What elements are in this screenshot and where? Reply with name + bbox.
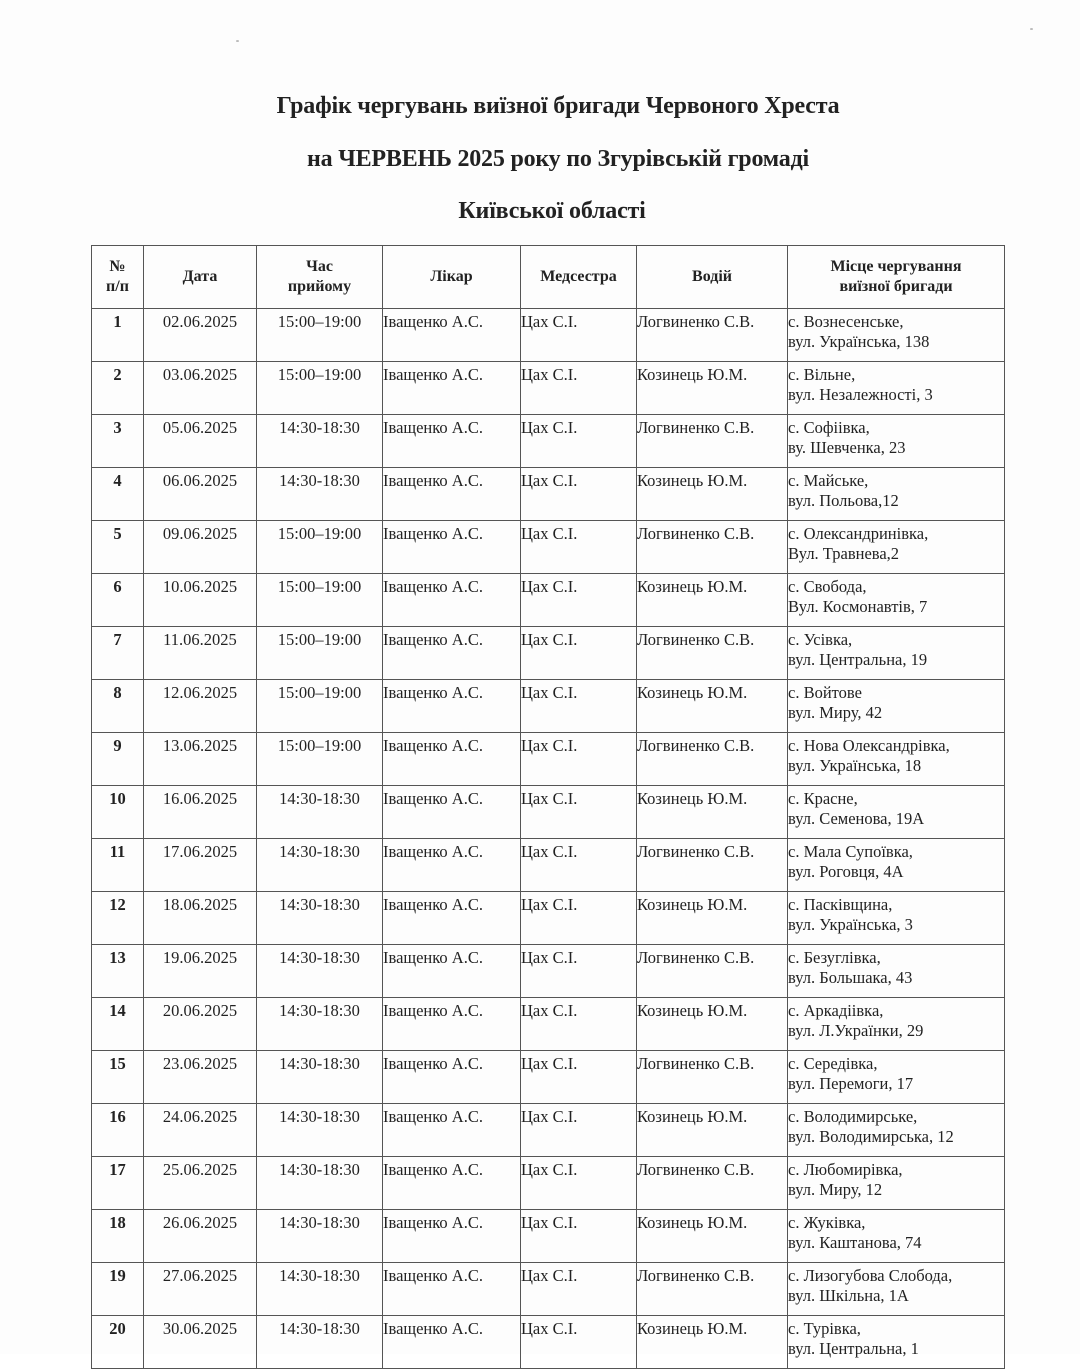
row-date: 16.06.2025 — [144, 786, 257, 839]
table-row — [92, 627, 1005, 680]
row-time: 14:30-18:30 — [257, 1104, 383, 1157]
place-village: с. Нова Олександрівка, — [788, 736, 950, 755]
row-doctor: Іващенко А.С. — [383, 892, 521, 945]
place-street: вул. Володимирська, 12 — [788, 1127, 954, 1146]
row-place — [788, 415, 1005, 468]
table-row — [92, 574, 1005, 627]
row-number: 9 — [92, 733, 144, 786]
header-time-line2: прийому — [287, 278, 352, 295]
row-doctor: Іващенко А.С. — [383, 627, 521, 680]
header-place-line2: виїзної бригади — [839, 278, 953, 295]
row-place — [788, 309, 1005, 362]
row-time: 15:00–19:00 — [257, 309, 383, 362]
row-place — [788, 680, 1005, 733]
place-street: вул. Каштанова, 74 — [788, 1233, 922, 1252]
place-village: с. Середівка, — [788, 1054, 878, 1073]
row-date: 26.06.2025 — [144, 1210, 257, 1263]
row-time: 14:30-18:30 — [257, 1051, 383, 1104]
row-number: 7 — [92, 627, 144, 680]
document-title-line-2: на ЧЕРВЕНЬ 2025 року по Згурівській громаді — [306, 146, 809, 172]
place-village: с. Мала Супоївка, — [788, 842, 913, 861]
row-number: 3 — [92, 415, 144, 468]
row-date: 19.06.2025 — [144, 945, 257, 998]
place-street: Вул. Травнева,2 — [788, 544, 900, 563]
place-village: с. Вільне, — [788, 365, 856, 384]
row-nurse: Цах С.І. — [521, 786, 637, 839]
place-village: с. Лизогубова Слобода, — [788, 1266, 953, 1285]
place-village: с. Красне, — [788, 789, 858, 808]
row-nurse: Цах С.І. — [521, 1210, 637, 1263]
place-village: с. Безуглівка, — [788, 948, 881, 967]
row-nurse: Цах С.І. — [521, 892, 637, 945]
row-nurse: Цах С.І. — [521, 362, 637, 415]
header-place-line1: Місце чергування — [830, 258, 962, 275]
place-street: вул. Українська, 18 — [788, 756, 922, 775]
row-driver: Логвиненко С.В. — [637, 309, 788, 362]
row-driver: Козинець Ю.М. — [637, 574, 788, 627]
row-place — [788, 839, 1005, 892]
row-driver: Логвиненко С.В. — [637, 415, 788, 468]
place-street: вул. Миру, 12 — [788, 1180, 883, 1199]
header-nurse: Медсестра — [521, 246, 637, 309]
row-doctor: Іващенко А.С. — [383, 1051, 521, 1104]
row-nurse: Цах С.І. — [521, 627, 637, 680]
scan-speck — [1030, 28, 1033, 30]
place-street: ву. Шевченка, 23 — [788, 438, 906, 457]
table-row — [92, 945, 1005, 998]
document-title-line-1: Графік чергувань виїзної бригади Червоного Хреста — [276, 93, 840, 119]
row-driver: Логвиненко С.В. — [637, 1157, 788, 1210]
row-doctor: Іващенко А.С. — [383, 998, 521, 1051]
header-driver: Водій — [637, 246, 788, 309]
row-number: 5 — [92, 521, 144, 574]
row-nurse: Цах С.І. — [521, 309, 637, 362]
row-time: 14:30-18:30 — [257, 786, 383, 839]
row-nurse: Цах С.І. — [521, 680, 637, 733]
row-nurse: Цах С.І. — [521, 733, 637, 786]
table-row — [92, 1263, 1005, 1316]
header-number-line2: п/п — [106, 278, 129, 295]
table-row — [92, 733, 1005, 786]
row-nurse: Цах С.І. — [521, 521, 637, 574]
header-date: Дата — [144, 246, 257, 309]
table-row — [92, 1104, 1005, 1157]
row-time: 15:00–19:00 — [257, 680, 383, 733]
row-date: 06.06.2025 — [144, 468, 257, 521]
row-date: 25.06.2025 — [144, 1157, 257, 1210]
place-street: вул. Роговця, 4А — [788, 862, 904, 881]
row-time: 14:30-18:30 — [257, 998, 383, 1051]
row-number: 10 — [92, 786, 144, 839]
row-number: 14 — [92, 998, 144, 1051]
row-driver: Козинець Ю.М. — [637, 1104, 788, 1157]
duty-schedule-table — [91, 245, 1005, 1369]
row-place — [788, 574, 1005, 627]
table-row — [92, 839, 1005, 892]
row-number: 19 — [92, 1263, 144, 1316]
row-time: 14:30-18:30 — [257, 1263, 383, 1316]
row-doctor: Іващенко А.С. — [383, 1157, 521, 1210]
place-village: с. Любомирівка, — [788, 1160, 903, 1179]
row-date: 24.06.2025 — [144, 1104, 257, 1157]
row-place — [788, 786, 1005, 839]
row-time: 15:00–19:00 — [257, 733, 383, 786]
header-place — [788, 246, 1005, 309]
row-place — [788, 733, 1005, 786]
row-number: 4 — [92, 468, 144, 521]
row-driver: Козинець Ю.М. — [637, 892, 788, 945]
row-number: 17 — [92, 1157, 144, 1210]
row-date: 10.06.2025 — [144, 574, 257, 627]
place-street: вул. Центральна, 19 — [788, 650, 928, 669]
table-row — [92, 892, 1005, 945]
row-driver: Козинець Ю.М. — [637, 1210, 788, 1263]
place-street: вул. Незалежності, 3 — [788, 385, 933, 404]
row-place — [788, 1157, 1005, 1210]
row-nurse: Цах С.І. — [521, 998, 637, 1051]
row-number: 16 — [92, 1104, 144, 1157]
row-date: 12.06.2025 — [144, 680, 257, 733]
table-row — [92, 468, 1005, 521]
place-street: вул. Українська, 3 — [788, 915, 913, 934]
row-place — [788, 627, 1005, 680]
row-doctor: Іващенко А.С. — [383, 1104, 521, 1157]
row-doctor: Іващенко А.С. — [383, 521, 521, 574]
table-row — [92, 1316, 1005, 1369]
row-driver: Козинець Ю.М. — [637, 680, 788, 733]
row-driver: Козинець Ю.М. — [637, 468, 788, 521]
row-number: 15 — [92, 1051, 144, 1104]
row-doctor: Іващенко А.С. — [383, 1210, 521, 1263]
table-header-row — [92, 246, 1005, 309]
table-row — [92, 680, 1005, 733]
header-time — [257, 246, 383, 309]
row-place — [788, 1051, 1005, 1104]
table-row — [92, 786, 1005, 839]
row-doctor: Іващенко А.С. — [383, 574, 521, 627]
row-nurse: Цах С.І. — [521, 1104, 637, 1157]
row-date: 03.06.2025 — [144, 362, 257, 415]
place-village: с. Усівка, — [788, 630, 853, 649]
row-place — [788, 945, 1005, 998]
place-village: с. Пасківщина, — [788, 895, 893, 914]
row-time: 14:30-18:30 — [257, 1157, 383, 1210]
row-place — [788, 1316, 1005, 1369]
row-date: 30.06.2025 — [144, 1316, 257, 1369]
row-number: 6 — [92, 574, 144, 627]
row-nurse: Цах С.І. — [521, 1157, 637, 1210]
row-driver: Логвиненко С.В. — [637, 1263, 788, 1316]
scan-speck — [236, 40, 239, 42]
row-doctor: Іващенко А.С. — [383, 839, 521, 892]
row-doctor: Іващенко А.С. — [383, 733, 521, 786]
row-number: 1 — [92, 309, 144, 362]
row-driver: Логвиненко С.В. — [637, 1051, 788, 1104]
row-date: 18.06.2025 — [144, 892, 257, 945]
row-doctor: Іващенко А.С. — [383, 415, 521, 468]
table-row — [92, 521, 1005, 574]
row-time: 14:30-18:30 — [257, 1316, 383, 1369]
table-row — [92, 1210, 1005, 1263]
row-nurse: Цах С.І. — [521, 468, 637, 521]
row-nurse: Цах С.І. — [521, 1263, 637, 1316]
table-row — [92, 415, 1005, 468]
table-row — [92, 362, 1005, 415]
row-doctor: Іващенко А.С. — [383, 680, 521, 733]
row-doctor: Іващенко А.С. — [383, 786, 521, 839]
place-street: вул. Л.Українки, 29 — [788, 1021, 924, 1040]
row-place — [788, 1104, 1005, 1157]
place-village: с. Софіівка, — [788, 418, 870, 437]
row-number: 11 — [92, 839, 144, 892]
place-street: вул. Центральна, 1 — [788, 1339, 919, 1358]
row-driver: Козинець Ю.М. — [637, 362, 788, 415]
row-place — [788, 892, 1005, 945]
place-street: вул. Шкільна, 1А — [788, 1286, 909, 1305]
row-date: 11.06.2025 — [144, 627, 257, 680]
place-village: с. Майське, — [788, 471, 869, 490]
row-driver: Логвиненко С.В. — [637, 733, 788, 786]
header-number-line1: № — [109, 258, 126, 275]
row-doctor: Іващенко А.С. — [383, 945, 521, 998]
table-row — [92, 309, 1005, 362]
row-number: 2 — [92, 362, 144, 415]
place-village: с. Жуківка, — [788, 1213, 866, 1232]
place-street: вул. Большака, 43 — [788, 968, 913, 987]
row-doctor: Іващенко А.С. — [383, 362, 521, 415]
header-number — [92, 246, 144, 309]
document-title-line-3: Київської області — [458, 198, 646, 224]
row-place — [788, 1210, 1005, 1263]
row-date: 09.06.2025 — [144, 521, 257, 574]
row-date: 17.06.2025 — [144, 839, 257, 892]
place-village: с. Вознесенське, — [788, 312, 904, 331]
table-row — [92, 1051, 1005, 1104]
row-doctor: Іващенко А.С. — [383, 309, 521, 362]
row-nurse: Цах С.І. — [521, 839, 637, 892]
row-time: 14:30-18:30 — [257, 945, 383, 998]
row-time: 15:00–19:00 — [257, 627, 383, 680]
place-village: с. Володимирське, — [788, 1107, 918, 1126]
row-driver: Логвиненко С.В. — [637, 839, 788, 892]
row-place — [788, 468, 1005, 521]
table-row — [92, 998, 1005, 1051]
row-time: 14:30-18:30 — [257, 415, 383, 468]
table-row — [92, 1157, 1005, 1210]
row-place — [788, 998, 1005, 1051]
row-date: 20.06.2025 — [144, 998, 257, 1051]
place-street: Вул. Космонавтів, 7 — [788, 597, 928, 616]
place-street: вул. Українська, 138 — [788, 332, 930, 351]
row-driver: Логвиненко С.В. — [637, 945, 788, 998]
place-street: вул. Семенова, 19А — [788, 809, 925, 828]
row-time: 14:30-18:30 — [257, 468, 383, 521]
row-number: 20 — [92, 1316, 144, 1369]
row-place — [788, 362, 1005, 415]
place-street: вул. Польова,12 — [788, 491, 899, 510]
row-time: 14:30-18:30 — [257, 839, 383, 892]
row-driver: Козинець Ю.М. — [637, 998, 788, 1051]
place-village: с. Турівка, — [788, 1319, 861, 1338]
row-time: 15:00–19:00 — [257, 574, 383, 627]
row-nurse: Цах С.І. — [521, 1316, 637, 1369]
row-date: 13.06.2025 — [144, 733, 257, 786]
row-date: 05.06.2025 — [144, 415, 257, 468]
header-doctor: Лікар — [383, 246, 521, 309]
row-date: 23.06.2025 — [144, 1051, 257, 1104]
row-time: 14:30-18:30 — [257, 892, 383, 945]
row-nurse: Цах С.І. — [521, 945, 637, 998]
row-driver: Козинець Ю.М. — [637, 1316, 788, 1369]
row-number: 18 — [92, 1210, 144, 1263]
row-doctor: Іващенко А.С. — [383, 1316, 521, 1369]
row-time: 14:30-18:30 — [257, 1210, 383, 1263]
row-place — [788, 1263, 1005, 1316]
row-number: 13 — [92, 945, 144, 998]
place-village: с. Свобода, — [788, 577, 867, 596]
row-number: 12 — [92, 892, 144, 945]
place-street: вул. Перемоги, 17 — [788, 1074, 914, 1093]
row-driver: Логвиненко С.В. — [637, 627, 788, 680]
row-date: 02.06.2025 — [144, 309, 257, 362]
row-time: 15:00–19:00 — [257, 362, 383, 415]
row-nurse: Цах С.І. — [521, 1051, 637, 1104]
row-nurse: Цах С.І. — [521, 415, 637, 468]
row-doctor: Іващенко А.С. — [383, 1263, 521, 1316]
header-time-line1: Час — [306, 258, 333, 275]
row-doctor: Іващенко А.С. — [383, 468, 521, 521]
row-time: 15:00–19:00 — [257, 521, 383, 574]
row-date: 27.06.2025 — [144, 1263, 257, 1316]
row-place — [788, 521, 1005, 574]
place-village: с. Олександринівка, — [788, 524, 929, 543]
place-village: с. Войтове — [788, 683, 862, 702]
row-nurse: Цах С.І. — [521, 574, 637, 627]
row-number: 8 — [92, 680, 144, 733]
place-village: с. Аркадіівка, — [788, 1001, 884, 1020]
place-street: вул. Миру, 42 — [788, 703, 883, 722]
row-driver: Козинець Ю.М. — [637, 786, 788, 839]
row-driver: Логвиненко С.В. — [637, 521, 788, 574]
